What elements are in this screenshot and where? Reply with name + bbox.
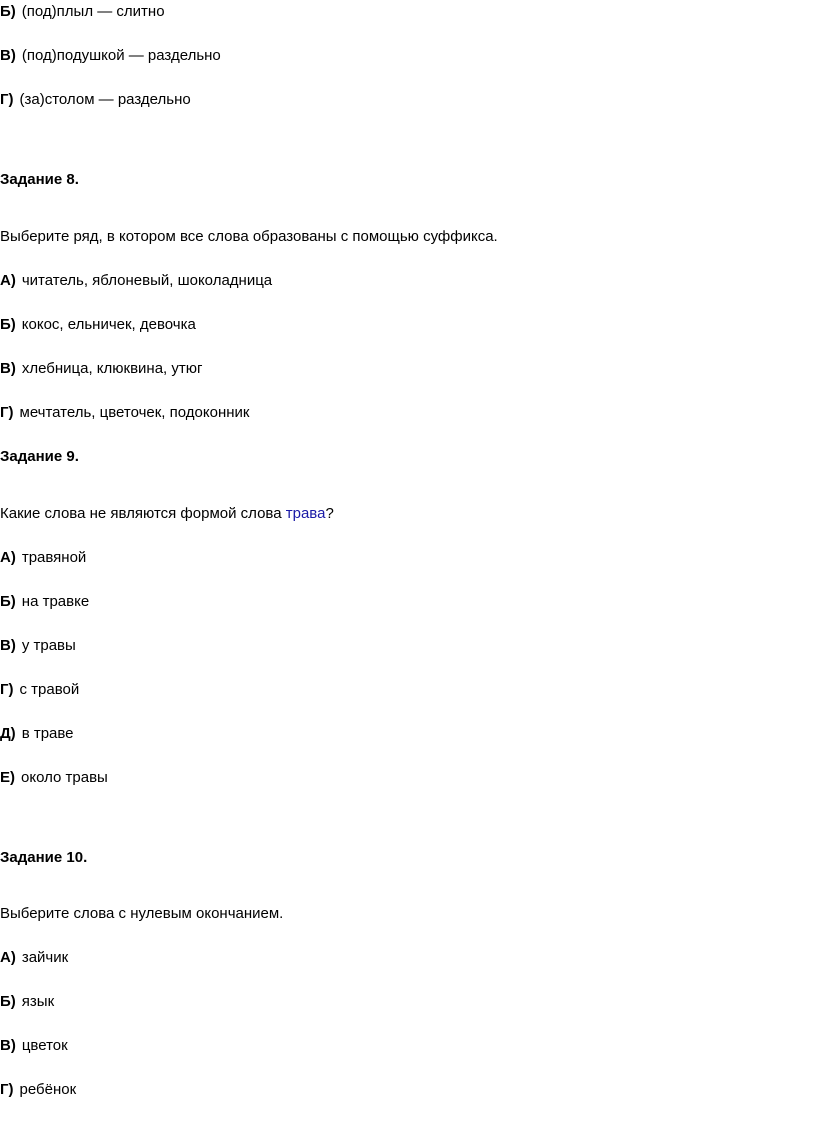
question-text: Какие слова не являются формой слова	[0, 505, 286, 522]
option-text: с травой	[19, 681, 80, 698]
task7-option-b	[0, 3, 165, 21]
option-text: зайчик	[21, 949, 69, 966]
option-letter: В)	[0, 47, 16, 64]
option-letter: Г)	[0, 404, 14, 421]
option-letter: Е)	[0, 769, 15, 786]
task8-option-g	[0, 404, 249, 422]
option-letter: А)	[0, 272, 16, 289]
task9-option-a	[0, 549, 86, 567]
task9-option-g	[0, 681, 79, 699]
task8-option-b	[0, 316, 196, 334]
option-text: язык	[21, 993, 55, 1010]
task8-question: Выберите ряд, в котором все слова образованы с помощью суффикса.	[0, 228, 498, 245]
task7-option-g	[0, 91, 191, 109]
option-letter: Б)	[0, 3, 16, 20]
option-letter: А)	[0, 949, 16, 966]
option-letter: Г)	[0, 91, 14, 108]
option-letter: А)	[0, 549, 16, 566]
task9-option-e	[0, 769, 108, 787]
option-letter: Б)	[0, 993, 16, 1010]
question-mark: ?	[325, 505, 334, 522]
option-text: около травы	[21, 769, 108, 786]
option-text: кокос, ельничек, девочка	[21, 316, 196, 333]
option-letter: Д)	[0, 725, 16, 742]
option-letter: Б)	[0, 593, 16, 610]
option-letter: Г)	[0, 681, 14, 698]
task10-question: Выберите слова с нулевым окончанием.	[0, 905, 284, 922]
task9-title: Задание 9.	[0, 448, 79, 465]
task10-title: Задание 10.	[0, 849, 88, 866]
option-text: мечтатель, цветочек, подоконник	[19, 404, 250, 421]
task10-option-b	[0, 993, 54, 1011]
task10-option-g	[0, 1081, 76, 1099]
task9-question	[0, 505, 334, 523]
option-letter: Б)	[0, 316, 16, 333]
option-text: ребёнок	[19, 1081, 77, 1098]
task9-option-d	[0, 725, 74, 743]
option-letter: В)	[0, 360, 16, 377]
option-letter: В)	[0, 1037, 16, 1054]
task8-option-v	[0, 360, 202, 378]
task7-option-v	[0, 47, 221, 65]
option-text: в траве	[21, 725, 74, 742]
option-text: (за)столом — раздельно	[19, 91, 191, 108]
option-letter: Г)	[0, 1081, 14, 1098]
option-text: у травы	[21, 637, 76, 654]
task9-option-v	[0, 637, 76, 655]
task8-option-a	[0, 272, 272, 290]
option-text: (под)подушкой — раздельно	[21, 47, 221, 64]
option-text: цветок	[21, 1037, 68, 1054]
highlighted-word: трава	[285, 505, 326, 522]
option-text: (под)плыл — слитно	[21, 3, 165, 20]
option-text: травяной	[21, 549, 87, 566]
task10-option-v	[0, 1037, 68, 1055]
option-text: читатель, яблоневый, шоколадница	[21, 272, 273, 289]
option-text: хлебница, клюквина, утюг	[21, 360, 203, 377]
option-text: на травке	[21, 593, 90, 610]
task10-option-a	[0, 949, 68, 967]
task9-option-b	[0, 593, 89, 611]
task8-title: Задание 8.	[0, 171, 79, 188]
option-letter: В)	[0, 637, 16, 654]
